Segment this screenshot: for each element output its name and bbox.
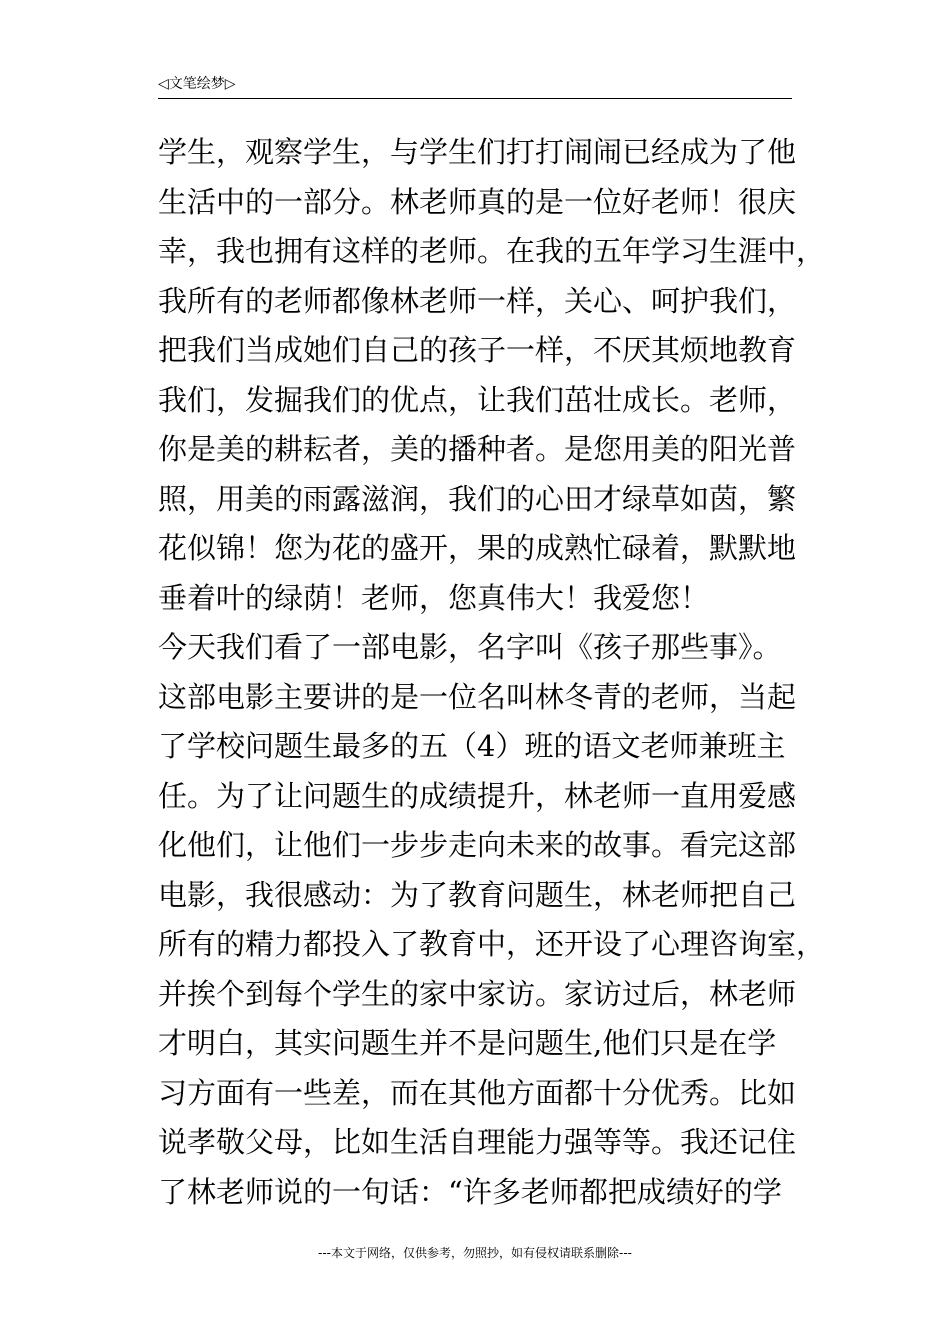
text-line: 任。为了让问题生的成绩提升，林老师一直用爱感 (158, 778, 797, 813)
text-line: 生活中的一部分。林老师真的是一位好老师！很庆 (158, 184, 797, 219)
text-line: 学生，观察学生，与学生们打打闹闹已经成为了他 (158, 135, 797, 169)
text-line: 才明白，其实问题生并不是问题生,他们只是在学 (158, 1026, 777, 1060)
text-line: 这部电影主要讲的是一位名叫林冬青的老师，当起 (158, 679, 797, 714)
text-line: 照，用美的雨露滋润，我们的心田才绿草如茵，繁 (158, 481, 797, 516)
text-line: 把我们当成她们自己的孩子一样，不厌其烦地教育 (158, 333, 797, 367)
text-line: 习方面有一些差，而在其他方面都十分优秀。比如 (158, 1075, 797, 1110)
text-line: 电影，我很感动：为了教育问题生，林老师把自己 (158, 877, 797, 912)
text-line: 并挨个到每个学生的家中家访。家访过后，林老师 (158, 976, 797, 1011)
header-title: ◁文笔绘梦▷ (158, 76, 236, 92)
page-header (158, 72, 792, 99)
text-line: 垂着叶的绿荫！老师，您真伟大！我爱您！ (158, 580, 710, 615)
text-line: 幸，我也拥有这样的老师。在我的五年学习生涯中， (158, 234, 826, 268)
text-line: 了学校问题生最多的五（4）班的语文老师兼班主 (158, 729, 786, 763)
text-line: 你是美的耕耘者，美的播种者。是您用美的阳光普 (158, 432, 797, 466)
text-line: 今天我们看了一部电影，名字叫《孩子那些事》。 (158, 630, 782, 664)
document-body (158, 128, 826, 1217)
page-footer: ---本文于网络，仅供参考，勿照抄，如有侵权请联系删除--- (318, 1246, 632, 1260)
text-line: 所有的精力都投入了教育中，还开设了心理咨询室， (158, 927, 826, 961)
text-line: 说孝敬父母，比如生活自理能力强等等。我还记住 (158, 1125, 797, 1159)
text-line: 我们，发掘我们的优点，让我们茁壮成长。老师， (158, 382, 797, 417)
text-line: 化他们，让他们一步步走向未来的故事。看完这部 (158, 828, 797, 862)
text-line: 了林老师说的一句话：“许多老师都把成绩好的学 (158, 1174, 782, 1209)
text-line: 我所有的老师都像林老师一样，关心、呵护我们， (158, 283, 797, 318)
text-line: 花似锦！您为花的盛开，果的成熟忙碌着，默默地 (158, 531, 797, 565)
